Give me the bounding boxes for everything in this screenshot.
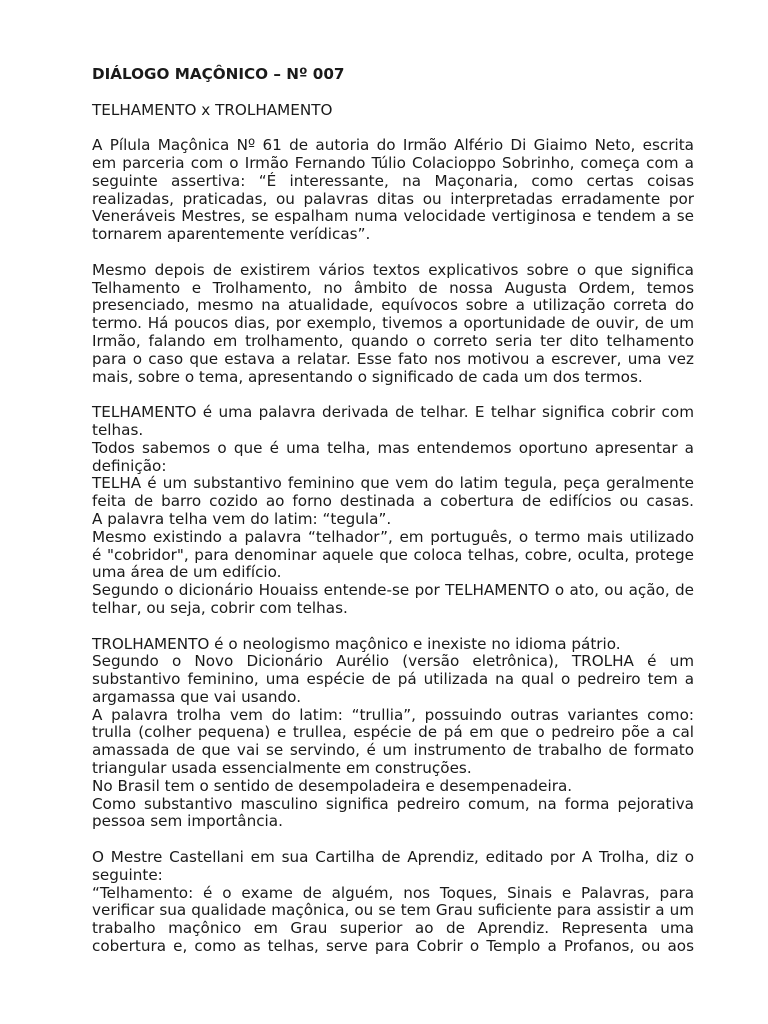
text-line: mais, sobre o tema, apresentando o significado de cada um dos termos. (92, 367, 643, 386)
text-line: A Pílula Maçônica Nº 61 de autoria do Irmão Alfério Di Giaimo Neto, escrita (92, 136, 694, 155)
text-line: presenciado, mesmo na atualidade, equívocos sobre a utilização correta do (92, 296, 694, 315)
text-line: Mesmo depois de existirem vários textos explicativos sobre o que significa (92, 260, 694, 279)
paragraph (92, 404, 694, 618)
text-line: A palavra telha vem do latim: “tegula”. (92, 509, 392, 528)
text-line: substantivo feminino, uma espécie de pá utilizada na qual o pedreiro tem a (92, 670, 694, 689)
text-line: Todos sabemos o que é uma telha, mas entendemos oportuno apresentar a (92, 438, 694, 457)
text-line: argamassa que vai usando. (92, 687, 302, 706)
text-line: Segundo o dicionário Houaiss entende-se por TELHAMENTO o ato, ou ação, de (92, 581, 694, 600)
text-line: Como substantivo masculino significa pedreiro comum, na forma pejorativa (92, 794, 694, 813)
document-subtitle: TELHAMENTO x TROLHAMENTO (92, 100, 333, 119)
text-line: seguinte: (92, 865, 163, 884)
text-line: é "cobridor", para denominar aquele que coloca telhas, cobre, oculta, protege (92, 545, 694, 564)
document-page (92, 66, 694, 974)
document-title: DIÁLOGO MAÇÔNICO – Nº 007 (92, 65, 345, 83)
text-line: pessoa sem importância. (92, 812, 283, 831)
text-line: No Brasil tem o sentido de desempoladeira e desempenadeira. (92, 776, 573, 795)
text-line: telhar, ou seja, cobrir com telhas. (92, 598, 348, 617)
text-line: O Mestre Castellani em sua Cartilha de Aprendiz, editado por A Trolha, diz o (92, 848, 694, 867)
paragraph (92, 636, 694, 832)
paragraph (92, 849, 694, 956)
text-line: Segundo o Novo Dicionário Aurélio (versão eletrônica), TROLHA é um (92, 652, 694, 671)
text-line: triangular usada essencialmente em construções. (92, 759, 472, 778)
text-line: TELHAMENTO é uma palavra derivada de telhar. E telhar significa cobrir com (92, 403, 694, 422)
text-line: Telhamento e Trolhamento, no âmbito de nossa Augusta Ordem, temos (92, 278, 694, 297)
text-line: TROLHAMENTO é o neologismo maçônico e inexiste no idioma pátrio. (92, 634, 621, 653)
text-line: A palavra trolha vem do latim: “trullia”, possuindo outras variantes como: (92, 705, 694, 724)
text-line: seguinte assertiva: “É interessante, na Maçonaria, como certas coisas (92, 171, 694, 190)
text-line: realizadas, praticadas, ou palavras ditas ou interpretadas erradamente por (92, 189, 694, 208)
text-line: amassada de que vai se servindo, é um instrumento de trabalho de formato (92, 741, 694, 760)
text-line: “Telhamento: é o exame de alguém, nos Toques, Sinais e Palavras, para (92, 883, 694, 902)
text-line: tornarem aparentemente verídicas”. (92, 225, 371, 244)
text-line: trulla (colher pequena) e trullea, espécie de pá em que o pedreiro põe a cal (92, 723, 694, 742)
document-body (92, 137, 694, 956)
text-line: cobertura e, como as telhas, serve para Cobrir o Templo a Profanos, ou aos (92, 937, 694, 956)
text-line: telhas. (92, 420, 144, 439)
text-line: definição: (92, 456, 167, 475)
text-line: para o caso que estava a relatar. Esse fato nos motivou a escrever, uma vez (92, 349, 694, 368)
text-line: TELHA é um substantivo feminino que vem do latim tegula, peça geralmente (92, 474, 694, 493)
text-line: Mesmo existindo a palavra “telhador”, em português, o termo mais utilizado (92, 527, 694, 546)
text-line: verificar sua qualidade maçônica, ou se tem Grau suficiente para assistir a um (92, 901, 694, 920)
text-line: termo. Há poucos dias, por exemplo, tivemos a oportunidade de ouvir, de um (92, 314, 694, 333)
text-line: trabalho maçônico em Grau superior ao de Aprendiz. Representa uma (92, 919, 694, 938)
text-line: em parceria com o Irmão Fernando Túlio Colacioppo Sobrinho, começa com a (92, 153, 694, 172)
text-line: Irmão, falando em trolhamento, quando o correto seria ter dito telhamento (92, 331, 694, 350)
text-line: Veneráveis Mestres, se espalham numa velocidade vertiginosa e tendem a se (92, 207, 694, 226)
paragraph (92, 262, 694, 387)
paragraph (92, 137, 694, 244)
text-line: feita de barro cozido ao forno destinada a cobertura de edifícios ou casas. (92, 492, 694, 511)
text-line: uma área de um edifício. (92, 563, 282, 582)
